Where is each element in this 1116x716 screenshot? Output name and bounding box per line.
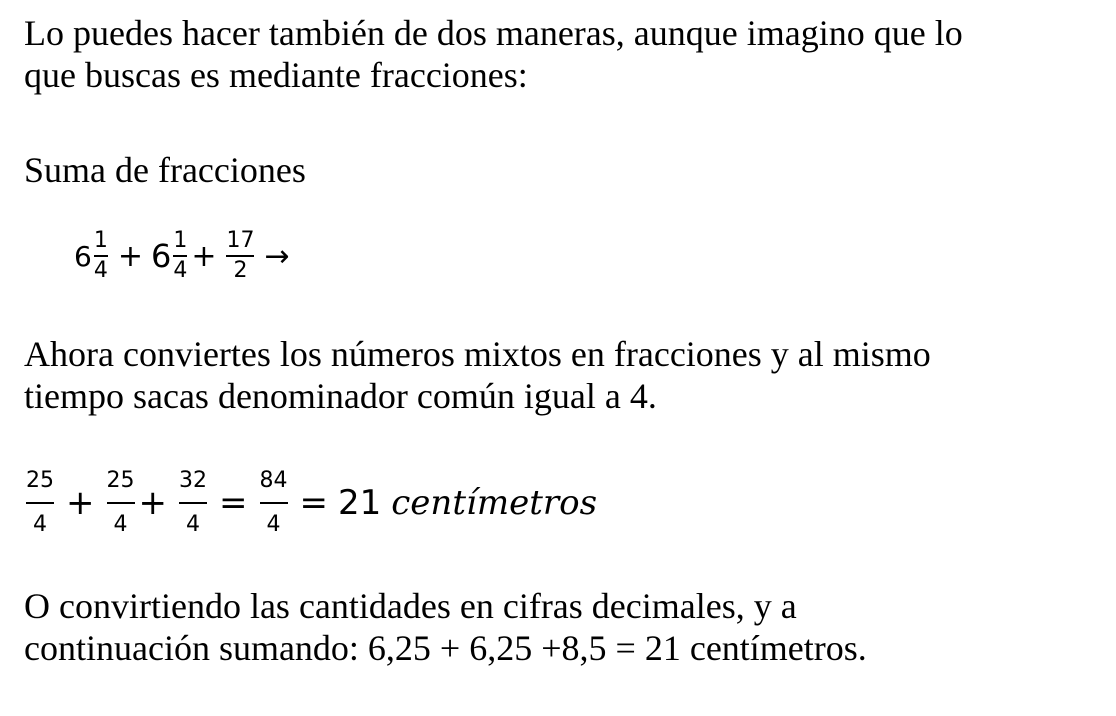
fraction-bar (173, 255, 187, 257)
plus-sign: + (66, 483, 95, 523)
fraction-bar (107, 502, 135, 504)
plus-sign: + (191, 238, 217, 274)
fraction-4 (258, 470, 290, 536)
fraction-3 (177, 470, 209, 536)
intro-line-1: Lo puedes hacer también de dos maneras, aunque imagino que lo (24, 13, 963, 53)
fraction-4-denominator: 4 (266, 512, 281, 537)
fraction-3-numerator: 32 (179, 468, 207, 493)
fraction-1-denominator: 4 (33, 512, 47, 537)
fraction-bar (26, 502, 54, 504)
fraction-4-numerator: 84 (259, 468, 288, 493)
fraction-sum-expression (24, 468, 597, 538)
fraction-1-numerator: 25 (26, 468, 54, 493)
term2-whole: 6 (150, 237, 172, 275)
result-number: 21 (338, 483, 382, 523)
explanation-line-1: Ahora conviertes los números mixtos en fracciones y al mismo (24, 334, 931, 374)
fraction-bar (94, 255, 108, 257)
term1-denominator: 4 (93, 258, 108, 283)
term2-fraction (173, 230, 187, 282)
equals-sign: = (299, 483, 328, 523)
arrow-icon: → (264, 238, 290, 274)
fraction-2 (105, 470, 137, 536)
explanation-paragraph (24, 333, 931, 417)
term1-fraction (94, 230, 108, 282)
term2-numerator: 1 (173, 228, 188, 253)
fraction-bar (260, 502, 288, 504)
intro-paragraph (24, 12, 963, 96)
intro-line-2: que buscas es mediante fracciones: (24, 55, 528, 95)
fraction-1 (24, 470, 56, 536)
fraction-2-numerator: 25 (106, 468, 135, 493)
term2-denominator: 4 (173, 258, 188, 283)
conclusion-line-2: continuación sumando: 6,25 + 6,25 +8,5 = 21 centímetros. (24, 628, 867, 668)
fraction-bar (226, 255, 254, 257)
fraction-3-denominator: 4 (186, 512, 200, 537)
term3-denominator: 2 (233, 258, 248, 283)
equals-sign: = (219, 483, 248, 523)
section-heading: Suma de fracciones (24, 150, 306, 190)
conclusion-paragraph (24, 585, 867, 669)
term3-numerator: 17 (226, 228, 255, 253)
term1-whole: 6 (74, 239, 92, 273)
plus-sign: + (138, 483, 167, 523)
fraction-bar (179, 502, 207, 504)
term3-fraction (226, 230, 254, 282)
conclusion-line-1: O convirtiendo las cantidades en cifras decimales, y a (24, 586, 797, 626)
explanation-line-2: tiempo sacas denominador común igual a 4. (24, 376, 657, 416)
result-unit: centímetros (391, 483, 598, 523)
plus-sign: + (117, 238, 143, 274)
fraction-2-denominator: 4 (113, 512, 128, 537)
mixed-number-expression (74, 230, 298, 282)
term1-numerator: 1 (93, 228, 108, 253)
